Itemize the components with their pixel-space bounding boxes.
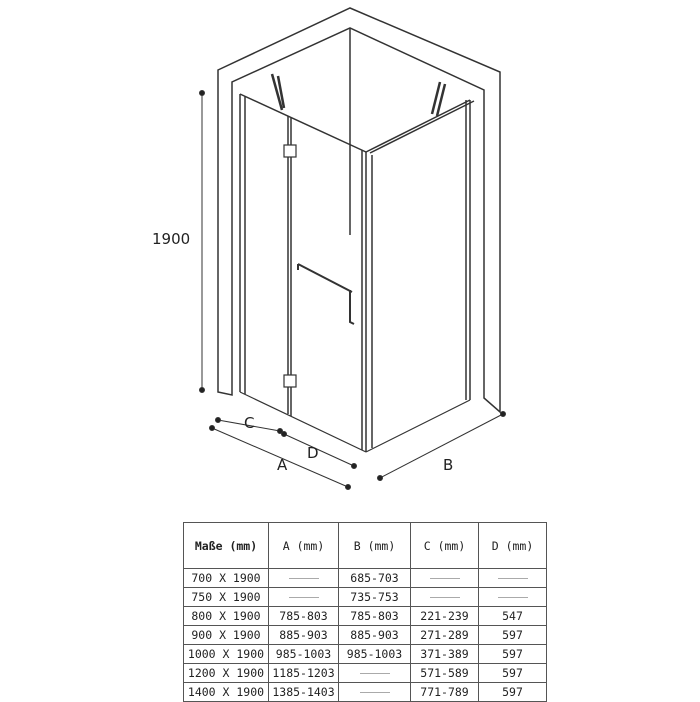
cell-c: 271-289	[411, 626, 479, 645]
cell-b	[339, 683, 411, 702]
table-row	[184, 607, 547, 626]
empty-dash	[498, 597, 528, 598]
cell-b: 785-803	[339, 607, 411, 626]
cell-d	[479, 569, 547, 588]
cell-a: 985-1003	[269, 645, 339, 664]
c-label: C	[244, 414, 255, 432]
cell-size: 900 X 1900	[184, 626, 269, 645]
door-hinge	[284, 145, 296, 387]
header-size: Maße (mm)	[184, 523, 269, 569]
b-dimension-line	[378, 412, 506, 481]
front-glass-panel	[240, 94, 366, 452]
shower-base	[240, 392, 470, 452]
empty-dash	[289, 578, 319, 579]
cell-a	[269, 588, 339, 607]
cell-a: 885-903	[269, 626, 339, 645]
cell-d: 597	[479, 645, 547, 664]
cell-b: 735-753	[339, 588, 411, 607]
cell-size: 1400 X 1900	[184, 683, 269, 702]
header-a: A (mm)	[269, 523, 339, 569]
cell-size: 750 X 1900	[184, 588, 269, 607]
door-handle	[298, 264, 354, 324]
cell-b: 885-903	[339, 626, 411, 645]
cell-c: 371-389	[411, 645, 479, 664]
empty-dash	[360, 692, 390, 693]
cell-c: 221-239	[411, 607, 479, 626]
cell-c	[411, 569, 479, 588]
cell-a: 785-803	[269, 607, 339, 626]
cell-size: 800 X 1900	[184, 607, 269, 626]
cell-size: 1000 X 1900	[184, 645, 269, 664]
table-row	[184, 683, 547, 702]
cell-a	[269, 569, 339, 588]
height-label: 1900	[152, 230, 191, 248]
cell-c: 771-789	[411, 683, 479, 702]
cell-a: 1185-1203	[269, 664, 339, 683]
cell-d	[479, 588, 547, 607]
cell-d: 597	[479, 626, 547, 645]
cell-a: 1385-1403	[269, 683, 339, 702]
cell-d: 547	[479, 607, 547, 626]
empty-dash	[360, 673, 390, 674]
height-dimension-line	[200, 91, 205, 393]
stabilizer-bar	[272, 74, 445, 116]
header-b: B (mm)	[339, 523, 411, 569]
cell-size: 700 X 1900	[184, 569, 269, 588]
cell-size: 1200 X 1900	[184, 664, 269, 683]
cell-d: 597	[479, 664, 547, 683]
table-row	[184, 645, 547, 664]
wall-corner	[218, 8, 500, 412]
table-row	[184, 569, 547, 588]
empty-dash	[430, 597, 460, 598]
d-label: D	[307, 444, 319, 462]
empty-dash	[430, 578, 460, 579]
side-glass-panel	[366, 100, 474, 448]
table-header-row	[184, 523, 547, 569]
table-row	[184, 664, 547, 683]
dimensions-table	[183, 522, 547, 702]
header-c: C (mm)	[411, 523, 479, 569]
cell-c: 571-589	[411, 664, 479, 683]
b-label: B	[443, 456, 454, 474]
table-body	[184, 569, 547, 702]
empty-dash	[289, 597, 319, 598]
cell-b: 985-1003	[339, 645, 411, 664]
cell-d: 597	[479, 683, 547, 702]
table-row	[184, 626, 547, 645]
a-label: A	[277, 456, 288, 474]
cell-c	[411, 588, 479, 607]
cell-b: 685-703	[339, 569, 411, 588]
empty-dash	[498, 578, 528, 579]
table-row	[184, 588, 547, 607]
header-d: D (mm)	[479, 523, 547, 569]
cell-b	[339, 664, 411, 683]
